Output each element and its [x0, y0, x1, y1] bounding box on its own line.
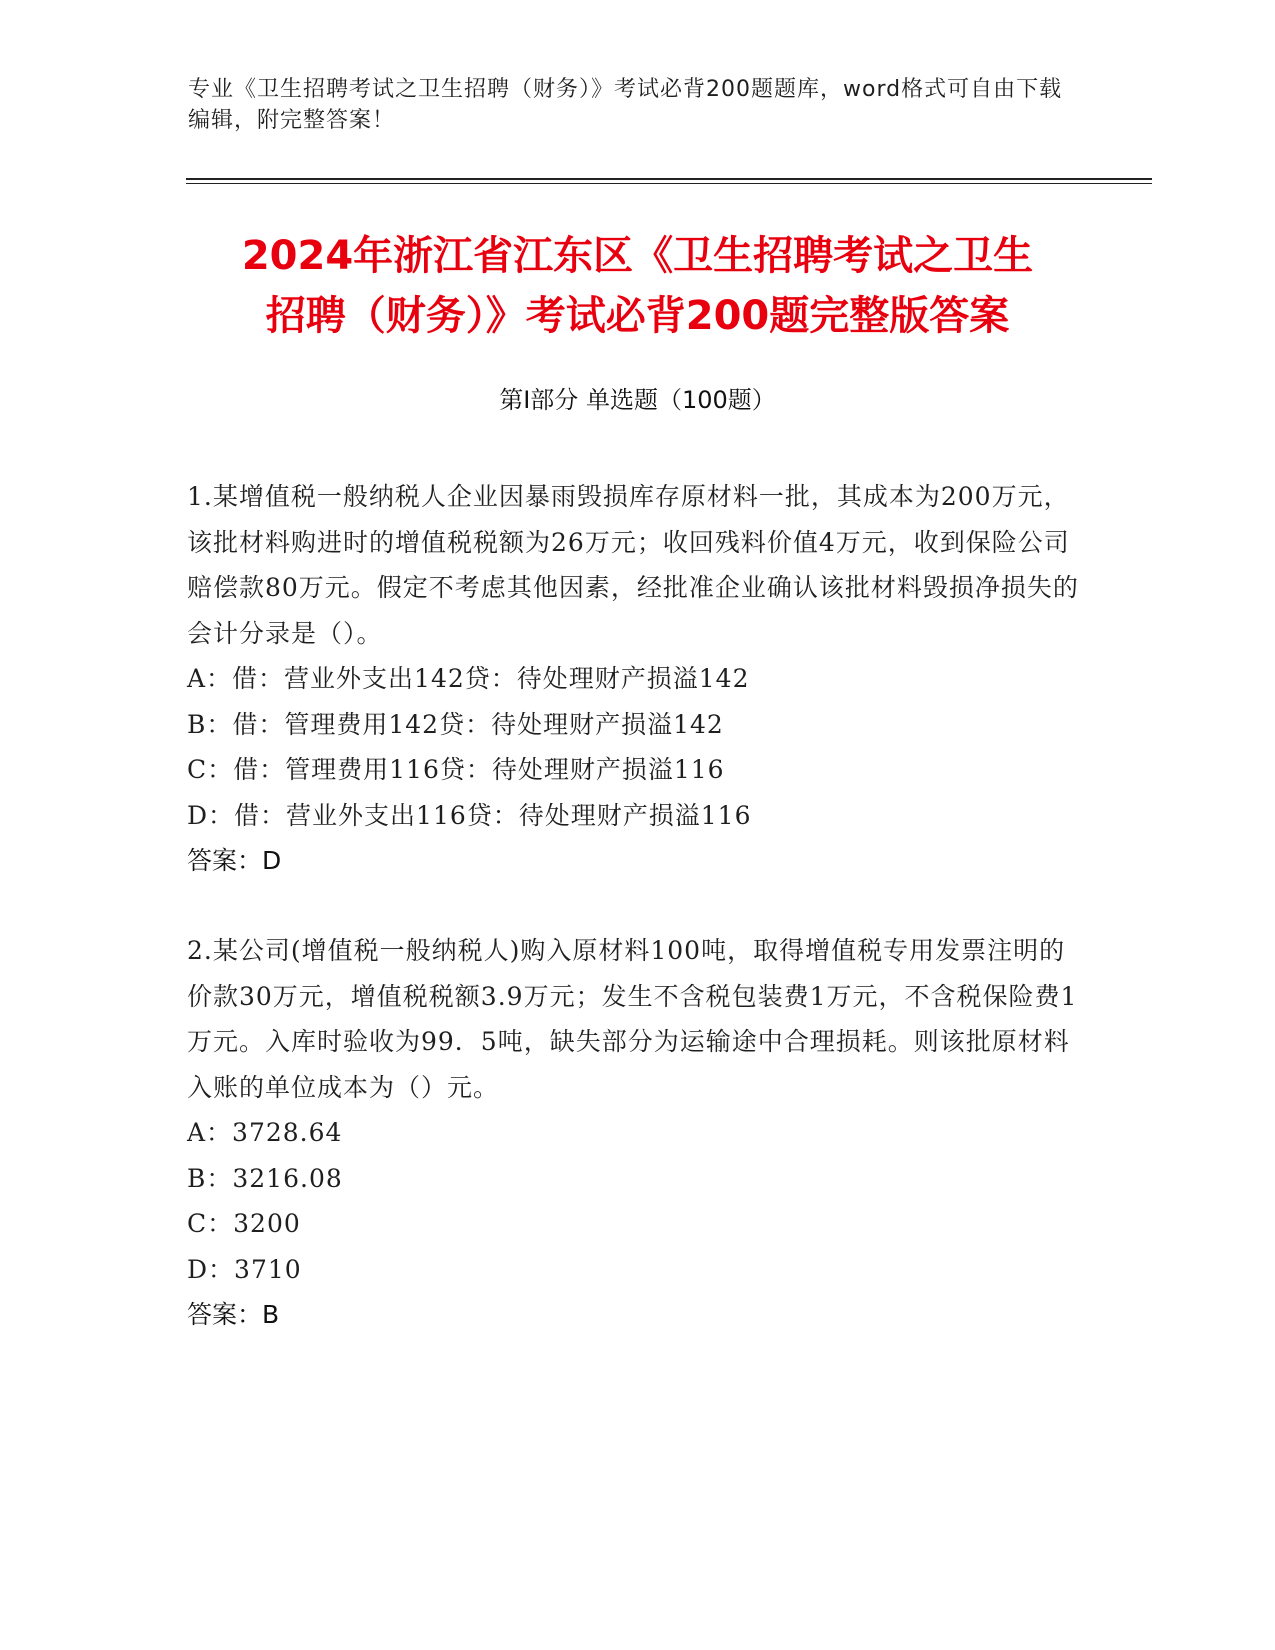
question-1	[187, 474, 1087, 884]
question-answer: 答案：D	[187, 846, 282, 875]
header-divider-thin	[186, 183, 1152, 184]
option-a: A：借：营业外支出142贷：待处理财产损溢142	[187, 664, 750, 693]
intro-text: 专业《卫生招聘考试之卫生招聘（财务）》考试必背200题题库，word格式可自由下载编辑，附完整答案！	[188, 77, 1063, 133]
question-stem: 1.某增值税一般纳税人企业因暴雨毁损库存原材料一批，其成本为200万元，该批材料购进时的增值税税额为26万元；收回残料价值4万元，收到保险公司赔偿款80万元。假定不考虑其他因素，经批准企业确认该批材料毁损净损失的会计分录是（）。	[187, 482, 1079, 648]
question-answer: 答案：B	[187, 1300, 280, 1329]
document-title-line-1: 2024年浙江省江东区《卫生招聘考试之卫生	[241, 233, 1034, 279]
question-stem: 2.某公司(增值税一般纳税人)购入原材料100吨，取得增值税专用发票注明的价款30万元，增值税税额3.9万元；发生不含税包装费1万元，不含税保险费1万元。入库时验收为99．5吨，缺失部分为运输途中合理损耗。则该批原材料入账的单位成本为（）元。	[187, 936, 1078, 1102]
document-title-line-2: 招聘（财务）》考试必背200题完整版答案	[265, 293, 1010, 339]
option-d: D：借：营业外支出116贷：待处理财产损溢116	[187, 800, 752, 830]
option-c: C：3200	[187, 1209, 301, 1238]
document-title	[150, 226, 1125, 346]
option-b: B：3216.08	[187, 1163, 343, 1193]
option-a: A：3728.64	[187, 1118, 343, 1147]
option-d: D：3710	[187, 1254, 302, 1284]
option-c: C：借：管理费用116贷：待处理财产损溢116	[187, 755, 725, 784]
header-divider-thick	[186, 178, 1152, 180]
option-b: B：借：管理费用142贷：待处理财产损溢142	[187, 709, 724, 739]
section-title: 第Ⅰ部分 单选题（100题）	[499, 386, 776, 414]
question-2	[187, 928, 1087, 1338]
